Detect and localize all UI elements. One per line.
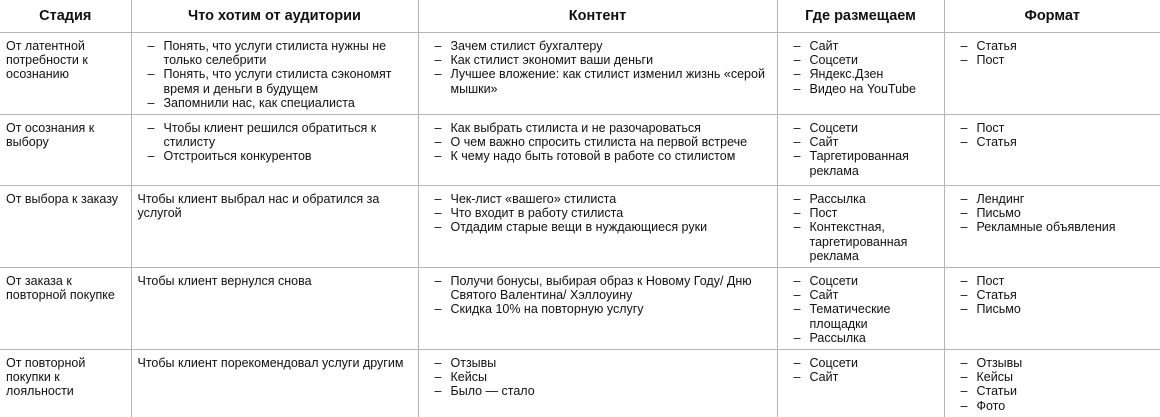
list-item: – Рекламные объявления	[951, 220, 1155, 234]
format-cell	[944, 186, 1160, 268]
list-item: – Как стилист экономит ваши деньги	[425, 53, 771, 67]
want-cell	[131, 33, 418, 115]
list-item: – Письмо	[951, 206, 1155, 220]
list-item: – Видео на YouTube	[784, 82, 938, 96]
list-item: – Соцсети	[784, 53, 938, 67]
list-item: – Рассылка	[784, 192, 938, 206]
list-item: – Яндекс.Дзен	[784, 67, 938, 81]
stage-cell: От осознания к выбору	[0, 115, 131, 186]
list-item: – Получи бонусы, выбирая образ к Новому Году/ Дню Святого Валентина/ Хэллоуину	[425, 274, 771, 302]
format-cell	[944, 115, 1160, 186]
list-item: – Кейсы	[951, 370, 1155, 384]
list-item: – Пост	[784, 206, 938, 220]
list-item: – Чтобы клиент решился обратиться к стилисту	[138, 121, 412, 149]
list-item: – Отзывы	[425, 356, 771, 370]
list-item: – Сайт	[784, 39, 938, 53]
list-item: – Сайт	[784, 288, 938, 302]
header-content: Контент	[418, 0, 777, 33]
list-item: – Скидка 10% на повторную услугу	[425, 302, 771, 316]
list-item: – Лендинг	[951, 192, 1155, 206]
list-item: – Сайт	[784, 370, 938, 384]
list-item: – Письмо	[951, 302, 1155, 316]
list-item: – Фото	[951, 399, 1155, 413]
where-cell	[777, 115, 944, 186]
list-item: – Что входит в работу стилиста	[425, 206, 771, 220]
list-item: – Пост	[951, 53, 1155, 67]
table-row	[0, 115, 1160, 186]
content-cell	[418, 186, 777, 268]
list-item: – Контекстная, таргетированная реклама	[784, 220, 938, 263]
list-item: – Кейсы	[425, 370, 771, 384]
header-stage: Стадия	[0, 0, 131, 33]
list-item: – Соцсети	[784, 356, 938, 370]
list-item: – Понять, что услуги стилиста нужны не только селебрити	[138, 39, 412, 67]
list-item: – Запомнили нас, как специалиста	[138, 96, 412, 110]
stage-cell: От повторной покупки к лояльности	[0, 350, 131, 417]
table-row	[0, 186, 1160, 268]
table-row	[0, 33, 1160, 115]
header-where: Где размещаем	[777, 0, 944, 33]
list-item: – Отзывы	[951, 356, 1155, 370]
list-item: – Пост	[951, 274, 1155, 288]
where-cell	[777, 33, 944, 115]
stage-cell: От латентной потребности к осознанию	[0, 33, 131, 115]
format-cell	[944, 33, 1160, 115]
header-want: Что хотим от аудитории	[131, 0, 418, 33]
want-cell: Чтобы клиент вернулся снова	[131, 268, 418, 350]
header-format: Формат	[944, 0, 1160, 33]
stage-cell: От заказа к повторной покупке	[0, 268, 131, 350]
list-item: – Лучшее вложение: как стилист изменил жизнь «серой мышки»	[425, 67, 771, 95]
list-item: – Отдадим старые вещи в нуждающиеся руки	[425, 220, 771, 234]
list-item: – К чему надо быть готовой в работе со стилистом	[425, 149, 771, 163]
list-item: – Как выбрать стилиста и не разочароваться	[425, 121, 771, 135]
list-item: – Понять, что услуги стилиста сэкономят время и деньги в будущем	[138, 67, 412, 95]
list-item: – Тематические площадки	[784, 302, 938, 330]
want-cell: Чтобы клиент порекомендовал услуги другим	[131, 350, 418, 417]
header-row	[0, 0, 1160, 33]
content-cell	[418, 33, 777, 115]
stage-cell: От выбора к заказу	[0, 186, 131, 268]
where-cell	[777, 186, 944, 268]
table-row	[0, 268, 1160, 350]
list-item: – Соцсети	[784, 121, 938, 135]
list-item: – О чем важно спросить стилиста на первой встрече	[425, 135, 771, 149]
list-item: – Зачем стилист бухгалтеру	[425, 39, 771, 53]
list-item: – Статьи	[951, 384, 1155, 398]
list-item: – Соцсети	[784, 274, 938, 288]
list-item: – Отстроиться конкурентов	[138, 149, 412, 163]
format-cell	[944, 350, 1160, 417]
list-item: – Рассылка	[784, 331, 938, 345]
content-cell	[418, 115, 777, 186]
list-item: – Пост	[951, 121, 1155, 135]
list-item: – Таргетированная реклама	[784, 149, 938, 177]
list-item: – Сайт	[784, 135, 938, 149]
table-row	[0, 350, 1160, 417]
where-cell	[777, 350, 944, 417]
list-item: – Статья	[951, 39, 1155, 53]
list-item: – Было — стало	[425, 384, 771, 398]
want-cell: Чтобы клиент выбрал нас и обратился за услугой	[131, 186, 418, 268]
list-item: – Чек-лист «вашего» стилиста	[425, 192, 771, 206]
list-item: – Статья	[951, 288, 1155, 302]
list-item: – Статья	[951, 135, 1155, 149]
content-cell	[418, 350, 777, 417]
where-cell	[777, 268, 944, 350]
want-cell	[131, 115, 418, 186]
content-cell	[418, 268, 777, 350]
format-cell	[944, 268, 1160, 350]
